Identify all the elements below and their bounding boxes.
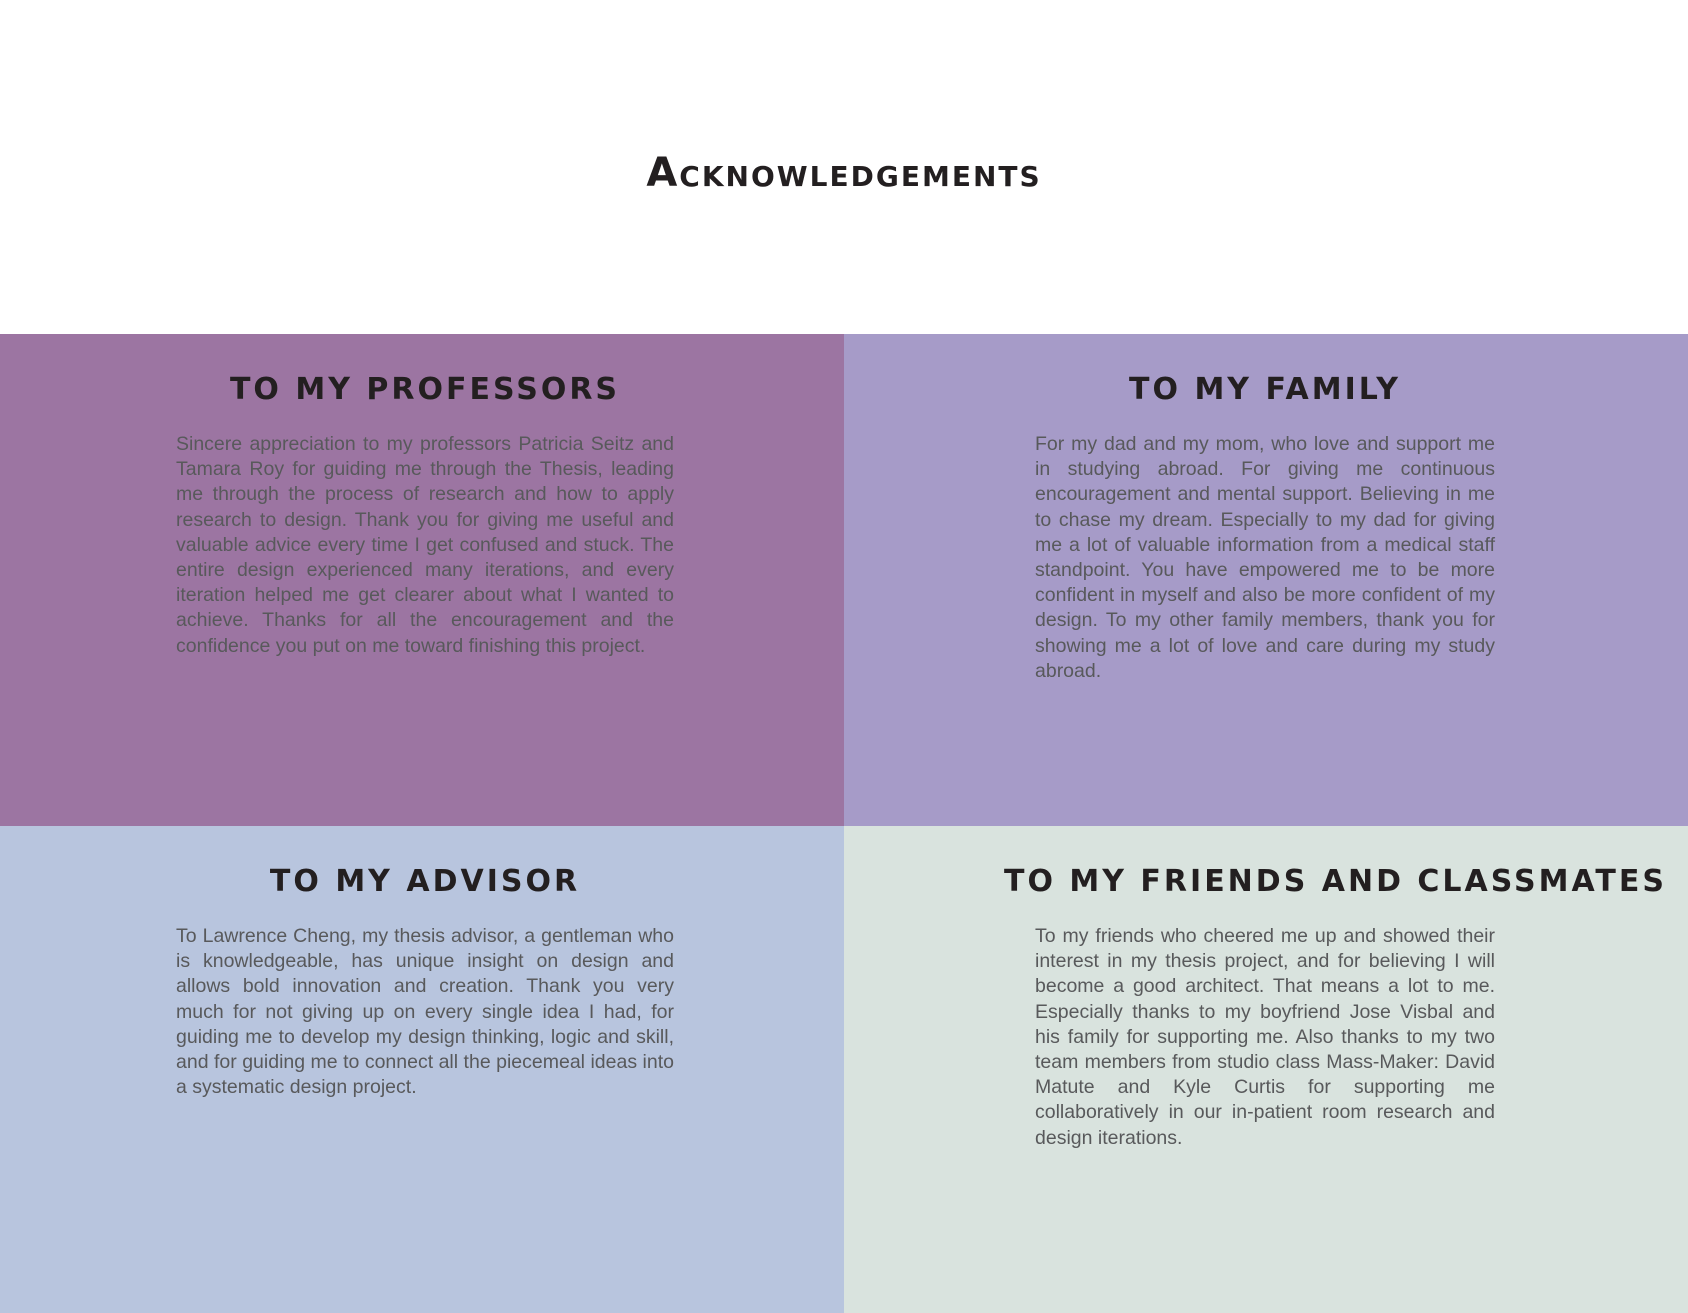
page-title: Acknowledgements [646,150,1042,196]
section-advisor [0,826,844,1313]
section-friends-classmates [844,826,1688,1313]
acknowledgement-grid [0,334,1688,1313]
section-body: To Lawrence Cheng, my thesis advisor, a gentleman who is knowledgeable, has unique insight on design and allows bold innovation and creation. Thank you very much for not giving up on every single idea I had, for guiding me to develop my design thinking, logic and skill, and for guiding me to connect all the piecemeal ideas into a systematic design project. [176,925,674,1099]
section-body: For my dad and my mom, who love and support me in studying abroad. For giving me continuous encouragement and mental support. Believing in me to chase my dream. Especially to my dad for giving me a lot of valuable information from a medical staff standpoint. You have empowered me to be more confident in myself and also be more confident of my design. To my other family members, thank you for showing me a lot of love and care during my study abroad. [1035,433,1495,682]
section-body: Sincere appreciation to my professors Patricia Seitz and Tamara Roy for guiding me through the Thesis, leading me through the process of research and how to apply research to design. Thank you for giving me useful and valuable advice every time I get confused and stuck. The entire design experienced many iterations, and every iteration helped me get clearer about what I wanted to achieve. Thanks for all the encouragement and the confidence you put on me toward finishing this project. [176,433,674,657]
section-heading: TO MY FAMILY [1129,372,1401,407]
section-body: To my friends who cheered me up and showed their interest in my thesis project, and for believing I will become a good architect. That means a lot to me. Especially thanks to my boyfriend Jose Visbal and his family for supporting me. Also thanks to my two team members from studio class Mass-Maker: David Matute and Kyle Curtis for supporting me collaboratively in our in-patient room research and design iterations. [1035,925,1495,1149]
section-heading: TO MY ADVISOR [269,864,581,899]
section-professors [0,334,844,826]
section-family [844,334,1688,826]
section-heading: TO MY FRIENDS AND CLASSMATES [1004,864,1667,899]
section-heading: TO MY PROFESSORS [229,372,621,407]
